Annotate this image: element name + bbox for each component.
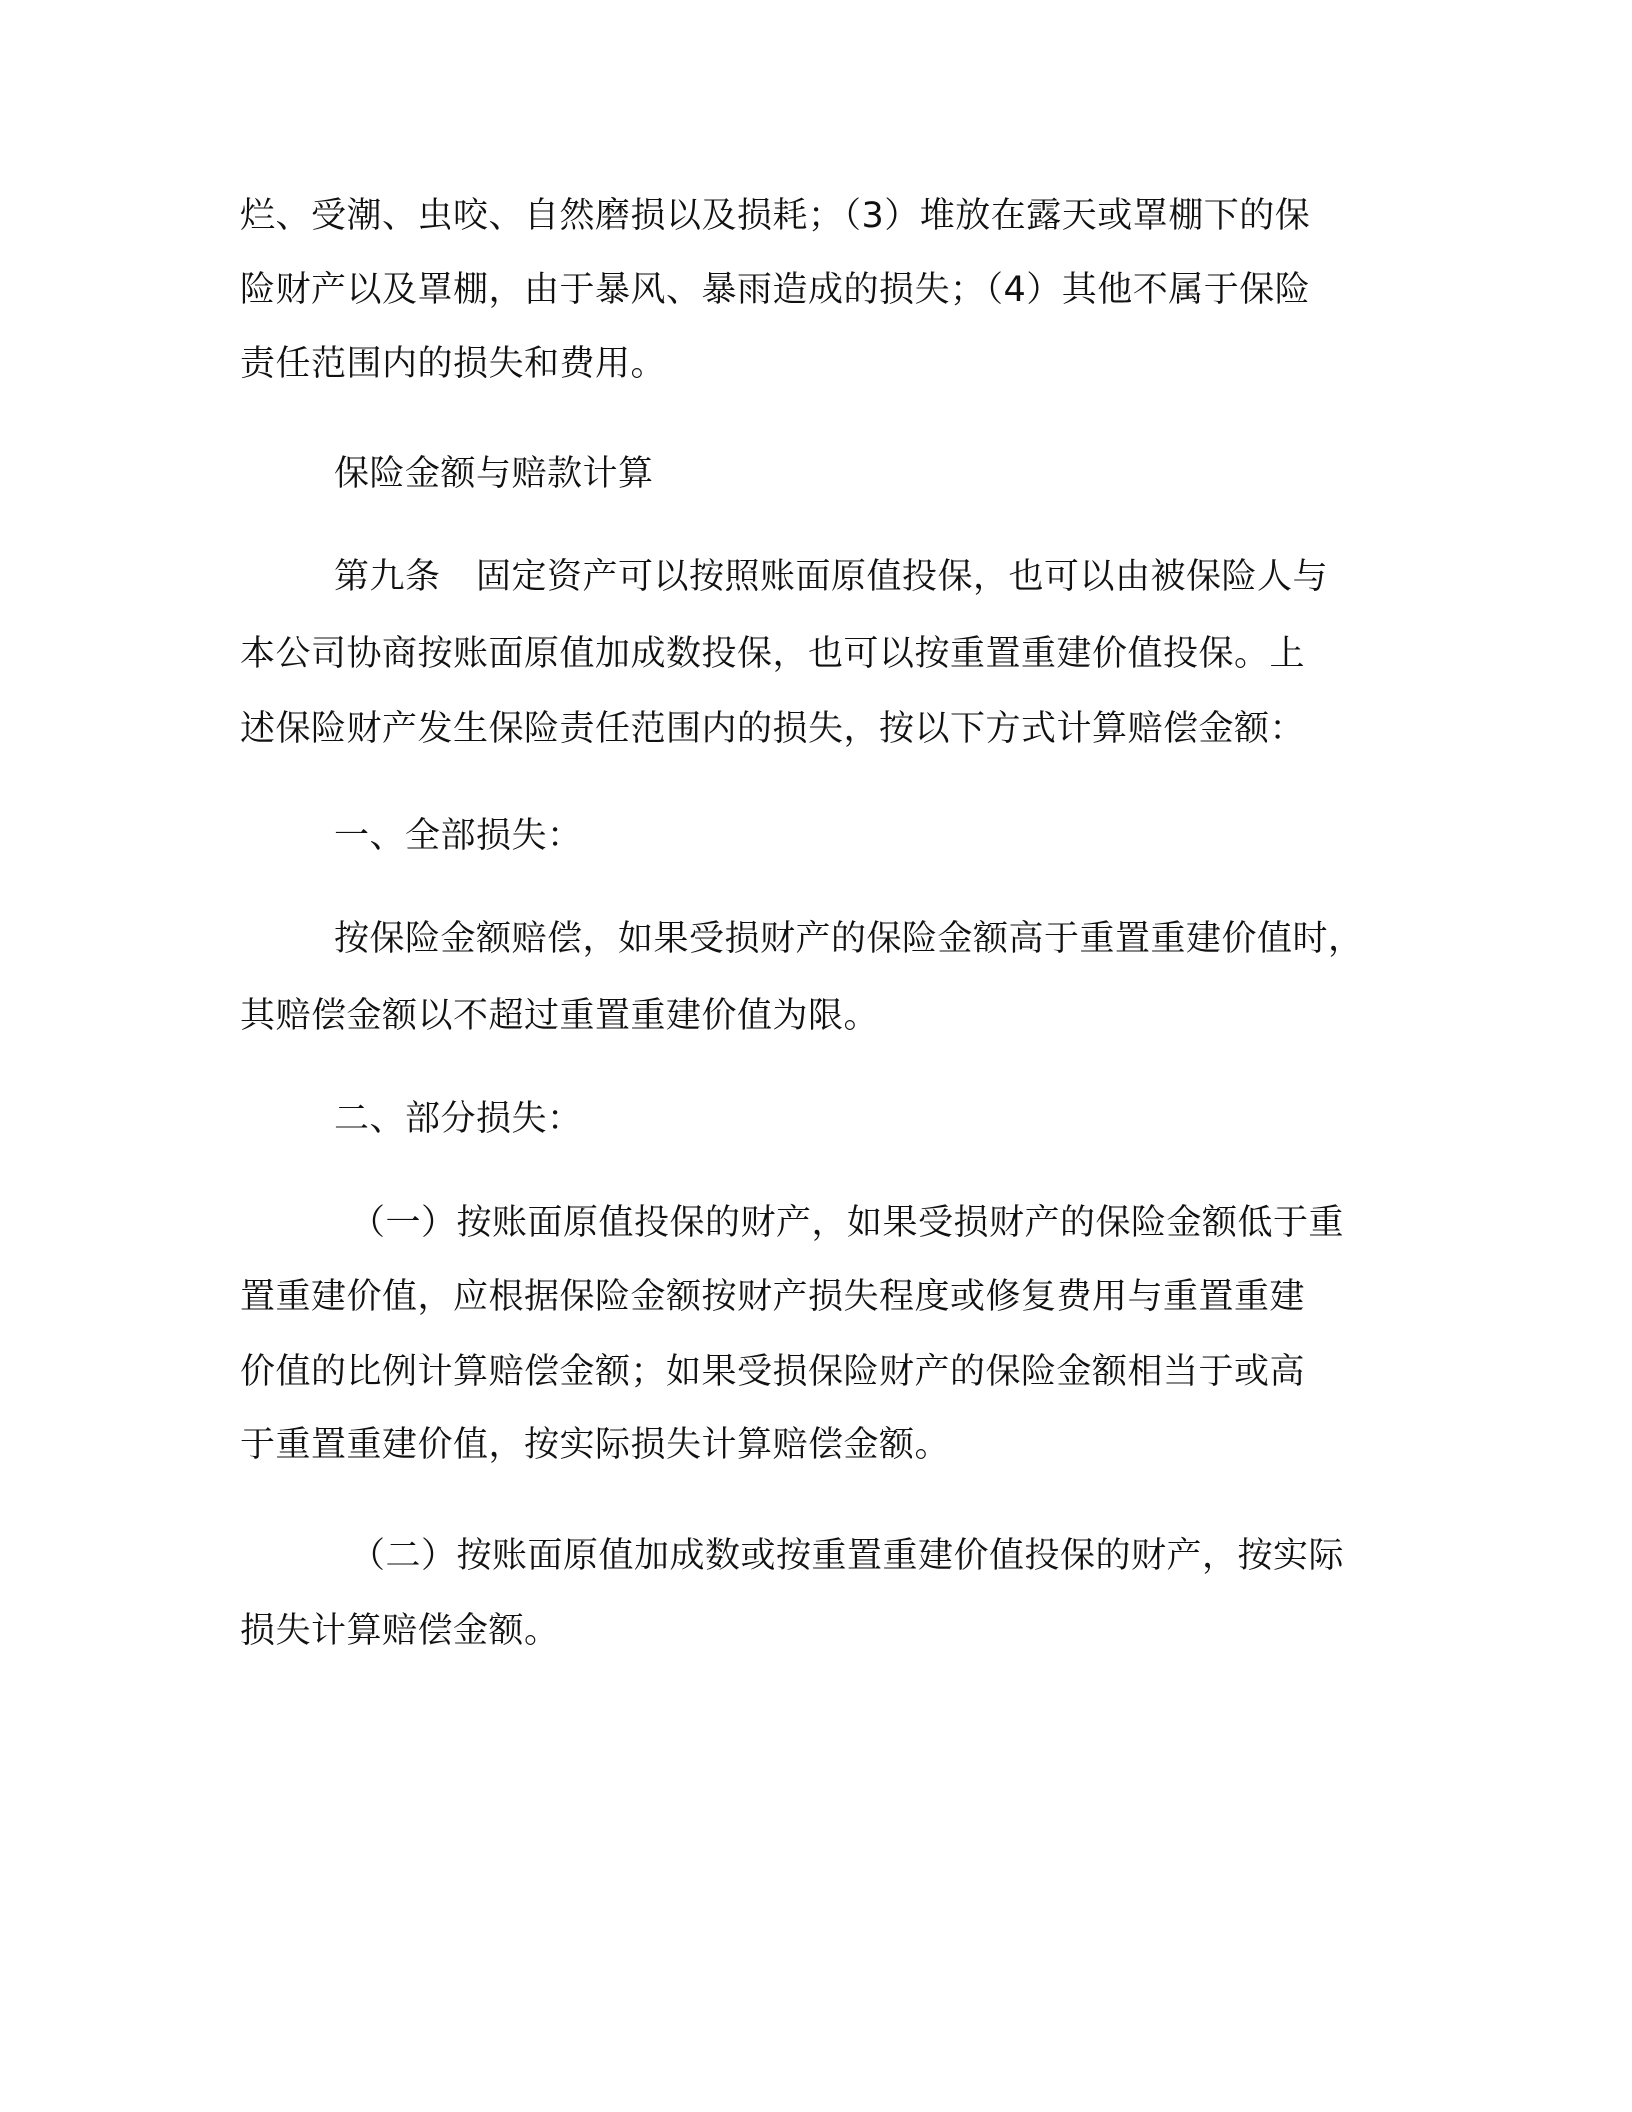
text-line: 置重建价值，应根据保险金额按财产损失程度或修复费用与重置重建 [240,1277,1306,1317]
text-line: 险财产以及罩棚，由于暴风、暴雨造成的损失；（4）其他不属于保险 [240,270,1311,310]
text-line: 其赔偿金额以不超过重置重建价值为限。 [240,996,880,1036]
text-line: 述保险财产发生保险责任范围内的损失，按以下方式计算赔偿金额： [240,709,1306,749]
heading-total-loss: 一、全部损失： [334,816,583,856]
text-line: 烂、受潮、虫咬、自然磨损以及损耗；（3）堆放在露天或罩棚下的保 [240,196,1311,236]
text-line: 于重置重建价值，按实际损失计算赔偿金额。 [240,1425,951,1465]
text-line: 本公司协商按账面原值加成数投保，也可以按重置重建价值投保。上 [240,634,1306,674]
text-line: 按保险金额赔偿，如果受损财产的保险金额高于重置重建价值时， [334,919,1364,959]
section-heading: 保险金额与赔款计算 [334,454,654,494]
text-line: （二）按账面原值加成数或按重置重建价值投保的财产，按实际 [350,1536,1345,1576]
text-line: （一）按账面原值投保的财产，如果受损财产的保险金额低于重 [350,1203,1345,1243]
text-line: 责任范围内的损失和费用。 [240,344,667,384]
heading-partial-loss: 二、部分损失： [334,1099,583,1139]
text-line: 损失计算赔偿金额。 [240,1611,560,1651]
text-line: 第九条 固定资产可以按照账面原值投保，也可以由被保险人与 [334,557,1329,597]
text-line: 价值的比例计算赔偿金额；如果受损保险财产的保险金额相当于或高 [240,1352,1306,1392]
